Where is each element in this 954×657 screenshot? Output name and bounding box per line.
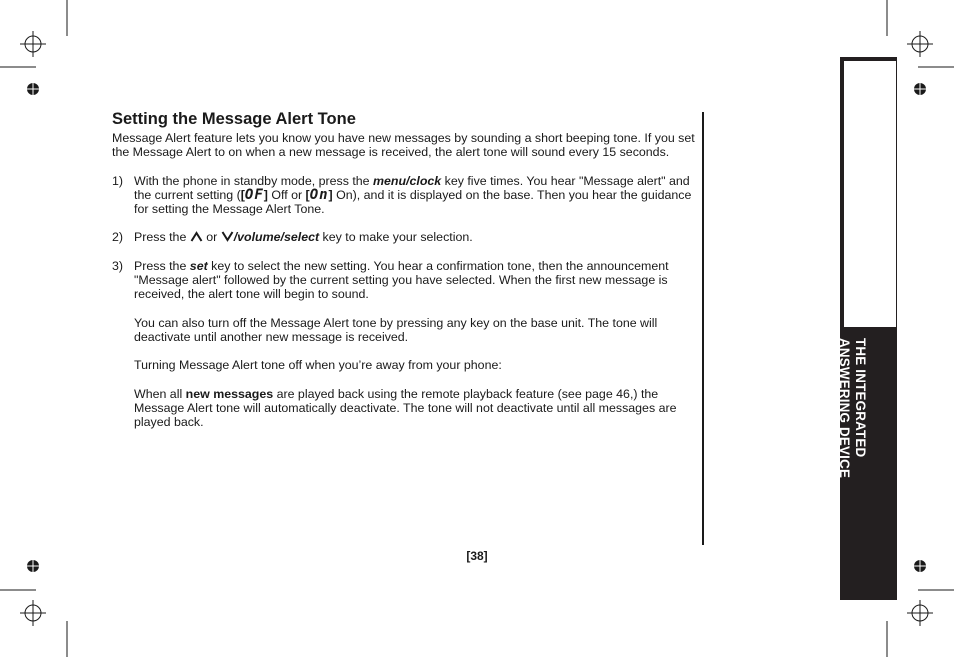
side-tab-line-1: THE INTEGRATED [853,338,868,458]
side-tab-line-2: ANSWERING DEVICE [837,338,852,479]
note-paragraph-3: When all new messages are played back using the remote playback feature (see page 46,) the Message Alert tone will automatically deactivate. The tone will not deactivate until all messages are played back. [134,386,677,430]
column-divider [702,112,704,545]
step-number: 2) [112,230,124,245]
menu-clock-key: menu/clock [373,173,442,188]
chevron-down-icon [221,231,234,242]
lcd-on-display: On [309,186,329,203]
note-paragraph-2: Turning Message Alert tone off when you’re away from your phone: [134,358,502,373]
step-number: 1) [112,173,124,188]
section-title: Setting the Message Alert Tone [112,110,356,128]
step-3: 3) Press the set key to select the new setting. You hear a confirmation tone, then the announcement "Message alert" followed by the current setting you have selected. When the first new message is received, the alert tone will begin to sound. [112,258,669,302]
step-number: 3) [112,258,124,273]
volume-select-key: /volume/select [233,230,320,245]
new-messages-emphasis: new messages [185,386,274,401]
intro-paragraph: Message Alert feature lets you know you have new messages by sounding a short beeping tone. If you set the Message Alert to on when a new message is received, the alert tone will sound every 15 seconds. [112,131,695,160]
main-content [112,110,697,429]
step-2: 2) Press the or /volume/select key to make your selection. [112,230,473,245]
note-paragraph-1: You can also turn off the Message Alert tone by pressing any key on the base unit. The tone will deactivate until another new message is received. [134,315,658,344]
set-key: set [189,258,208,273]
lcd-off-display: OF [244,186,264,203]
side-tab-label [836,338,868,478]
step-1: 1) With the phone in standby mode, press the menu/clock key five times. You hear "Message alert" and the current setting ([OF] Off or [On] On), and it is displayed on the base. Then you hear the guidance for setting the Message Alert Tone. [112,173,692,217]
side-tab-blank-area [844,61,896,327]
page-number: [38] [466,549,488,563]
chevron-up-icon [190,231,203,242]
